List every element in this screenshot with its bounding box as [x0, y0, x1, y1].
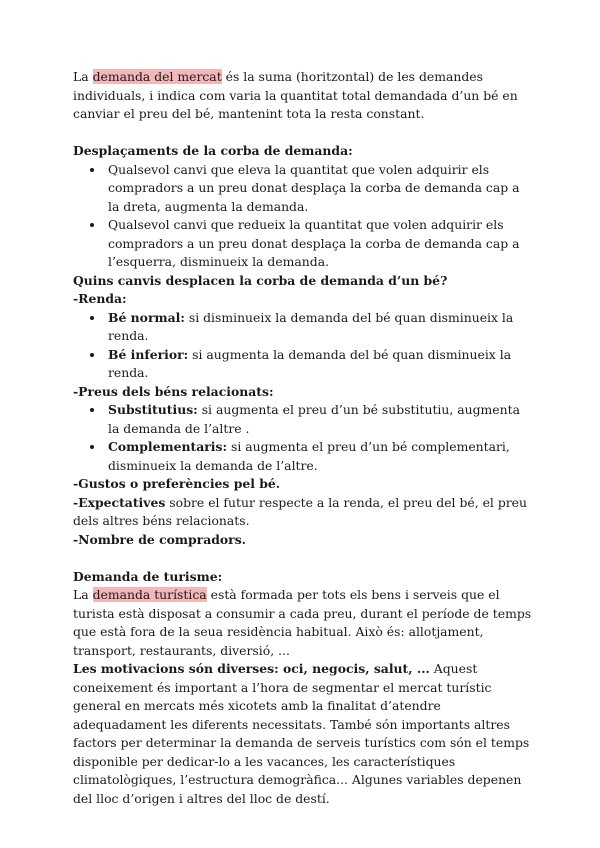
list-item: Bé normal: si disminueix la demanda del bé quan disminueix la renda. — [108, 309, 533, 346]
highlight-demanda-turistica: demanda turística — [92, 587, 207, 602]
renda-list — [73, 309, 533, 383]
compradors-line: -Nombre de compradors. — [73, 531, 246, 547]
spacer — [73, 124, 533, 143]
tourism-paragraph: La demanda turística està formada per tots els bens i serveis que el turista està disposat a consumir a cada preu, durant el període de temps que està fora de la seua residència habitual. Això és: allotjament, transport, restaurants, diversió, ... — [73, 587, 532, 658]
list-item: Bé inferior: si augmenta la demanda del bé quan disminueix la renda. — [108, 346, 533, 383]
list-item: Substitutius: si augmenta el preu d’un bé substitutiu, augmenta la demanda de l’altre . — [108, 401, 533, 438]
shifts-heading: Desplaçaments de la corba de demanda: — [73, 143, 353, 158]
shifts-list — [73, 161, 533, 272]
expectatives-line: -Expectatives sobre el futur respecte a la renda, el preu del bé, el preu dels altres béns relacionats. — [73, 494, 527, 528]
preus-list — [73, 401, 533, 475]
document-body — [73, 68, 533, 808]
list-item: Qualsevol canvi que eleva la quantitat que volen adquirir els compradors a un preu donat desplaça la corba de demanda cap a la dreta, augmenta la demanda. — [108, 161, 533, 217]
tourism-heading: Demanda de turisme: — [73, 568, 223, 584]
factors-heading: Quins canvis desplacen la corba de demanda d’un bé? — [73, 272, 448, 288]
spacer — [73, 549, 533, 568]
list-item: Complementaris: si augmenta el preu d’un bé complementari, disminueix la demanda de l’altre. — [108, 438, 533, 475]
gustos-line: -Gustos o preferències pel bé. — [73, 476, 281, 491]
highlight-demanda-mercat: demanda del mercat — [92, 69, 222, 84]
motivations-paragraph: Les motivacions són diverses: oci, negocis, salut, ... Aquest coneixement és important a l’hora de segmentar el mercat turístic general en mercats més xicotets amb la finalitat d’atendre adequadament les diferents necessitats. També són importants altres factors per determinar la demanda de serveis turístics com són el temps disponible per dedicar-lo a les vacances, les característiques climatològiques, l’estructura demogràfica... Algunes variables depenen del lloc d’origen i altres del lloc de destí. — [73, 661, 530, 806]
preus-label: -Preus dels béns relacionats: — [73, 383, 274, 399]
list-item: Qualsevol canvi que redueix la quantitat que volen adquirir els compradors a un preu donat desplaça la corba de demanda cap a l’esquerra, disminueix la demanda. — [108, 216, 533, 272]
renda-label: -Renda: — [73, 291, 127, 306]
intro-paragraph: La demanda del mercat és la suma (horitzontal) de les demandes individuals, i indica com varia la quantitat total demandada d’un bé en canviar el preu del bé, mantenint tota la resta constant. — [73, 69, 518, 121]
